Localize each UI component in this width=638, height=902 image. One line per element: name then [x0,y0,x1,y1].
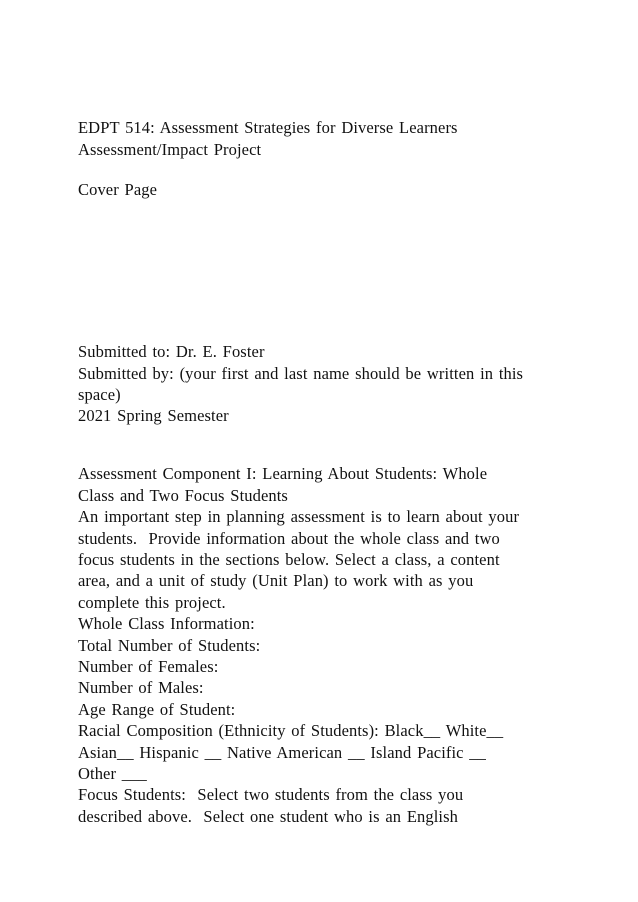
component-heading-continued: Class and Two Focus Students [78,486,288,505]
project-title: Assessment/Impact Project [78,140,262,159]
field-females: Number of Females: [78,657,219,676]
semester: 2021 Spring Semester [78,406,229,425]
course-title: EDPT 514: Assessment Strategies for Diverse Learners [78,118,458,137]
racial-composition-continued: Asian__ Hispanic __ Native American __ Island Pacific __ [78,743,487,762]
field-age-range: Age Range of Student: [78,700,236,719]
intro-line: students. Provide information about the whole class and two [78,529,500,548]
cover-page-label: Cover Page [78,180,158,199]
focus-students-line: Focus Students: Select two students from the class you [78,785,464,804]
submitted-by: Submitted by: (your first and last name should be written in this [78,364,524,383]
intro-line: area, and a unit of study (Unit Plan) to work with as you [78,571,474,590]
submitted-by-continued: space) [78,385,121,404]
focus-students-line: described above. Select one student who is an English [78,807,458,826]
intro-line: complete this project. [78,593,226,612]
submitted-to: Submitted to: Dr. E. Foster [78,342,265,361]
racial-composition-other: Other ___ [78,764,147,783]
racial-composition: Racial Composition (Ethnicity of Students): Black__ White__ [78,721,504,740]
component-heading: Assessment Component I: Learning About Students: Whole [78,464,488,483]
whole-class-heading: Whole Class Information: [78,614,255,633]
intro-line: An important step in planning assessment is to learn about your [78,507,520,526]
intro-line: focus students in the sections below. Select a class, a content [78,550,500,569]
field-males: Number of Males: [78,678,204,697]
field-total-students: Total Number of Students: [78,636,261,655]
